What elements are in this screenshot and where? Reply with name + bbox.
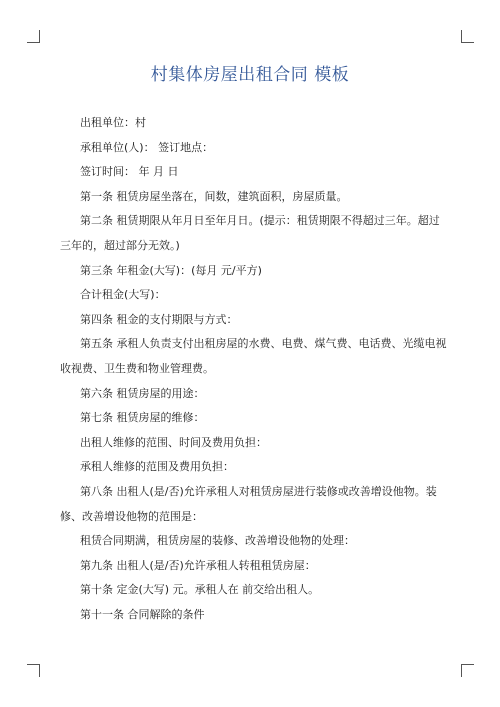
- paragraph-article-3: 第三条 年租金(大写)：(每月 元/平方): [80, 263, 262, 277]
- paragraph-lessor: 出租单位：村: [80, 116, 146, 129]
- paragraph-article-11: 第十一条 合同解除的条件: [80, 607, 205, 621]
- paragraph-sign-date: 签订时间： 年 月 日: [80, 165, 179, 179]
- crop-mark-bottom-left: [27, 664, 40, 677]
- paragraph-lessee-repair: 承租人维修的范围及费用负担：: [80, 460, 234, 474]
- paragraph-article-9: 第九条 出租人(是/否)允许承租人转租租赁房屋：: [80, 558, 316, 572]
- paragraph-article-10: 第十条 定金(大写) 元。承租人在 前交给出租人。: [80, 583, 320, 597]
- paragraph-article-7: 第七条 租赁房屋的维修：: [80, 411, 205, 425]
- paragraph-article-2: 第二条 租赁期限从年月日至年月日。(提示：租赁期限不得超过三年。超过三年的，超过部分无效。): [60, 214, 440, 252]
- paragraph-article-4: 第四条 租金的支付期限与方式：: [80, 312, 238, 326]
- crop-mark-top-right: [461, 30, 474, 43]
- crop-mark-bottom-right: [461, 664, 474, 677]
- paragraph-total-rent: 合计租金(大写)：: [80, 288, 166, 302]
- paragraph-article-1: 第一条 租赁房屋坐落在，间数，建筑面积，房屋质量。: [80, 189, 348, 203]
- document-body: [60, 111, 448, 627]
- paragraph-lessee: 承租单位(人)： 签订地点：: [80, 140, 214, 154]
- document-title: 村集体房屋出租合同 模板: [150, 65, 350, 85]
- paragraph-article-5: 第五条 承租人负责支付出租房屋的水费、电费、煤气费、电话费、光缆电视收视费、卫生费和物业管理费。: [60, 337, 447, 375]
- crop-mark-top-left: [27, 30, 40, 43]
- paragraph-expiry-handling: 租赁合同期满，租赁房屋的装修、改善增设他物的处理：: [80, 534, 355, 548]
- paragraph-article-8: 第八条 出租人(是/否)允许承租人对租赁房屋进行装修或改善增设他物。装修、改善增设他物的范围是：: [60, 484, 437, 523]
- paragraph-article-6: 第六条 租赁房屋的用途：: [80, 386, 205, 400]
- paragraph-lessor-repair: 出租人维修的范围、时间及费用负担：: [80, 435, 267, 449]
